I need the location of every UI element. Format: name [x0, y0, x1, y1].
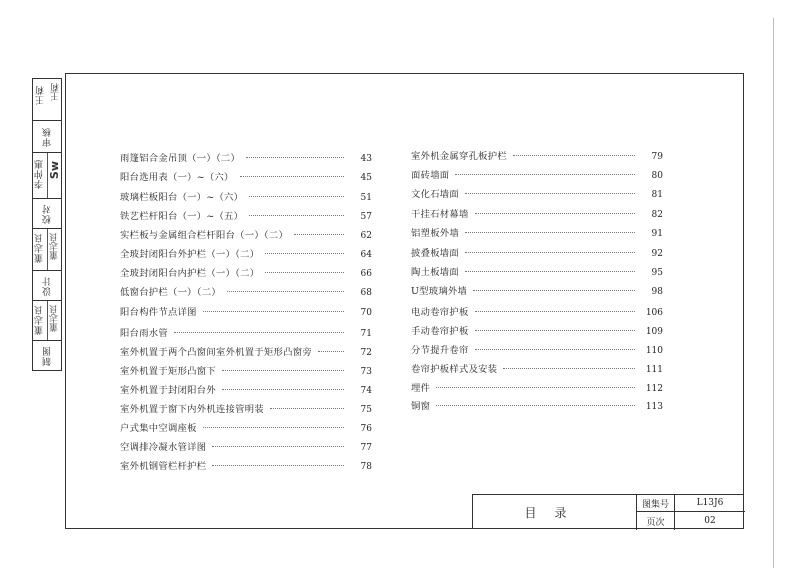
- toc-leader: [222, 370, 344, 371]
- toc-entry-page: 51: [360, 193, 372, 203]
- toc-leader: [222, 389, 344, 390]
- toc-entry-page: 78: [360, 462, 372, 472]
- toc-leader: [503, 368, 635, 369]
- toc-leader: [475, 311, 635, 312]
- toc-entry[interactable]: [411, 304, 663, 320]
- side-row-proofread: [33, 199, 61, 229]
- page-edge-line: [773, 18, 774, 568]
- toc-entry[interactable]: [120, 304, 372, 320]
- toc-entry-page: 74: [360, 386, 372, 396]
- toc-leader: [475, 349, 635, 350]
- toc-entry-page: 98: [651, 287, 663, 297]
- toc-entry-page: 72: [360, 348, 372, 358]
- toc-entry[interactable]: [411, 206, 663, 222]
- toc-entry-title: 陶土板墙面: [411, 267, 459, 278]
- side-row-dongzhiliang-1: [33, 229, 61, 271]
- toc-leader: [473, 290, 635, 291]
- side-role: 制图: [43, 346, 53, 366]
- side-row-lizhonghui: [33, 153, 61, 199]
- toc-entry-page: 106: [645, 308, 663, 318]
- toc-entry-page: 112: [645, 384, 663, 394]
- toc-entry-page: 95: [651, 268, 663, 278]
- toc-leader: [455, 174, 635, 175]
- toc-entry-title: 铁艺栏杆阳台（一）~（五）: [120, 211, 244, 222]
- toc-leader: [436, 387, 635, 388]
- side-row-wangli: [33, 79, 61, 121]
- toc-entry[interactable]: [411, 148, 663, 164]
- signature-block: [32, 78, 62, 371]
- toc-entry-title: 室外机置于矩形凸窗下: [120, 366, 216, 377]
- toc-entry-title: U型玻璃外墙: [411, 286, 468, 297]
- toc-leader: [436, 405, 635, 406]
- toc-entry-title: 阳台选用表（一）~（六）: [120, 172, 234, 183]
- side-signature: 王莉: [51, 83, 61, 101]
- toc-leader: [249, 215, 344, 216]
- toc-entry-title: 雨篷铝合金吊顶（一）（二）: [120, 153, 241, 164]
- toc-entry-page: 80: [651, 171, 663, 181]
- toc-leader: [465, 271, 635, 272]
- toc-entry-page: 68: [360, 288, 372, 298]
- toc-leader: [265, 253, 344, 254]
- page-number-value: 02: [704, 516, 716, 526]
- toc-entry-page: 43: [360, 154, 372, 164]
- toc-leader: [294, 234, 344, 235]
- toc-entry[interactable]: [411, 380, 663, 396]
- title-block-title: 目录: [473, 495, 637, 530]
- toc-leader: [465, 193, 635, 194]
- toc-entry-title: 实栏板与金属组合栏杆阳台（一）（二）: [120, 230, 289, 241]
- toc-entry[interactable]: [120, 246, 372, 262]
- toc-entry-page: 92: [651, 249, 663, 259]
- toc-leader: [212, 465, 344, 466]
- toc-entry-title: 电动卷帘护板: [411, 307, 469, 318]
- toc-leader: [249, 196, 344, 197]
- toc-entry-page: 76: [360, 424, 372, 434]
- toc-entry-title: 室外机置于窗下内外机连接管明装: [120, 404, 264, 415]
- toc-entry[interactable]: [411, 245, 663, 261]
- toc-entry[interactable]: [120, 382, 372, 398]
- toc-entry[interactable]: [411, 323, 663, 339]
- toc-entry-page: 70: [360, 308, 372, 318]
- toc-entry-title: 披叠板墙面: [411, 248, 459, 259]
- toc-leader: [203, 427, 344, 428]
- toc-entry-title: 手动卷帘护板: [411, 326, 469, 337]
- side-row-design: [33, 271, 61, 301]
- toc-entry-title: 室外机钢管栏杆护栏: [120, 461, 207, 472]
- toc-entry-page: 77: [360, 443, 372, 453]
- side-role: 董志良: [35, 305, 45, 335]
- toc-leader: [265, 272, 344, 273]
- atlas-number-label: 图集号: [637, 495, 675, 512]
- toc-entry-page: 62: [360, 231, 372, 241]
- side-role: 王莉: [36, 85, 46, 105]
- atlas-number-value: L13J6: [675, 495, 745, 512]
- toc-leader: [203, 311, 344, 312]
- toc-entry-page: 73: [360, 367, 372, 377]
- toc-entry-page: 110: [645, 346, 663, 356]
- side-role: 李仲惠: [35, 159, 45, 189]
- side-role: 设计: [43, 276, 53, 296]
- toc-entry[interactable]: [120, 150, 372, 166]
- toc-entry-page: 64: [360, 250, 372, 260]
- toc-entry[interactable]: [120, 344, 372, 360]
- toc-entry[interactable]: [120, 284, 372, 300]
- toc-leader: [270, 408, 344, 409]
- side-row-dongzhiliang-2: [33, 301, 61, 341]
- toc-entry[interactable]: [120, 363, 372, 379]
- toc-entry-title: 分节提升卷帘: [411, 345, 469, 356]
- toc-entry-page: 91: [651, 229, 663, 239]
- toc-leader: [240, 176, 344, 177]
- toc-entry-page: 113: [645, 402, 663, 412]
- toc-entry-title: 铜窗: [411, 401, 431, 412]
- side-row-review: [33, 121, 61, 153]
- toc-entry-title: 空调排冷凝水管详图: [120, 442, 207, 453]
- toc-entry-title: 埋件: [411, 383, 431, 394]
- side-signature: 董志良: [50, 233, 60, 260]
- toc-entry-title: 面砖墙面: [411, 170, 450, 181]
- toc-entry[interactable]: [120, 401, 372, 417]
- toc-entry-page: 82: [651, 210, 663, 220]
- toc-entry[interactable]: [411, 283, 663, 299]
- toc-leader: [174, 332, 344, 333]
- toc-entry-title: 户式集中空调座板: [120, 423, 197, 434]
- toc-entry-title: 全玻封闭阳台外护栏（一）（二）: [120, 249, 260, 260]
- toc-leader: [465, 232, 635, 233]
- side-role: 审核: [43, 127, 53, 147]
- toc-entry-title: 铝塑板外墙: [411, 228, 459, 239]
- toc-entry-title: 低窗台护栏（一）（二）: [120, 287, 221, 298]
- toc-entry-page: 109: [645, 327, 663, 337]
- toc-entry[interactable]: [120, 420, 372, 436]
- page-number-label: 页次: [637, 512, 675, 530]
- toc-entry-page: 81: [651, 190, 663, 200]
- toc-entry[interactable]: [411, 342, 663, 358]
- toc-leader: [212, 446, 344, 447]
- toc-entry-page: 66: [360, 269, 372, 279]
- side-role: 校对: [43, 204, 53, 224]
- toc-entry-page: 45: [360, 173, 372, 183]
- toc-entry-title: 阳台雨水管: [120, 328, 168, 339]
- toc-entry-title: 卷帘护板样式及安装: [411, 364, 498, 375]
- toc-entry-page: 71: [360, 329, 372, 339]
- toc-entry[interactable]: [411, 167, 663, 183]
- toc-entry-title: 干挂石材幕墙: [411, 209, 469, 220]
- toc-entry[interactable]: [120, 325, 372, 341]
- toc-entry[interactable]: [411, 186, 663, 202]
- toc-leader: [318, 351, 344, 352]
- title-block: [472, 494, 744, 529]
- toc-entry[interactable]: [120, 439, 372, 455]
- toc-entry-title: 室外机置于封闭阳台外: [120, 385, 216, 396]
- toc-entry[interactable]: [411, 398, 663, 414]
- toc-entry-page: 57: [360, 212, 372, 222]
- toc-leader: [246, 157, 344, 158]
- side-role: 董志良: [35, 233, 45, 263]
- toc-entry[interactable]: [411, 264, 663, 280]
- side-signature: 董志良: [50, 305, 60, 332]
- toc-entry-page: 75: [360, 405, 372, 415]
- toc-leader: [475, 330, 635, 331]
- toc-leader: [513, 155, 635, 156]
- toc-entry[interactable]: [120, 265, 372, 281]
- toc-entry-page: 79: [651, 152, 663, 162]
- toc-entry[interactable]: [411, 361, 663, 377]
- toc-entry[interactable]: [120, 208, 372, 224]
- toc-entry-title: 文化石墙面: [411, 189, 459, 200]
- toc-entry[interactable]: [120, 169, 372, 185]
- toc-entry[interactable]: [411, 225, 663, 241]
- toc-entry-title: 阳台构件节点详图: [120, 307, 197, 318]
- toc-entry-title: 室外机金属穿孔板护栏: [411, 151, 507, 162]
- toc-leader: [475, 213, 635, 214]
- toc-leader: [227, 291, 344, 292]
- toc-entry[interactable]: [120, 227, 372, 243]
- toc-entry[interactable]: [120, 458, 372, 474]
- toc-leader: [465, 252, 635, 253]
- toc-entry-page: 111: [645, 365, 663, 375]
- toc-entry[interactable]: [120, 189, 372, 205]
- toc-entry-title: 全玻封闭阳台内护栏（一）（二）: [120, 268, 260, 279]
- side-signature: Sw: [48, 161, 61, 180]
- toc-entry-title: 玻璃栏板阳台（一）~（六）: [120, 192, 244, 203]
- side-row-drafting: [33, 341, 61, 370]
- toc-entry-title: 室外机置于两个凸窗间室外机置于矩形凸窗旁: [120, 347, 312, 358]
